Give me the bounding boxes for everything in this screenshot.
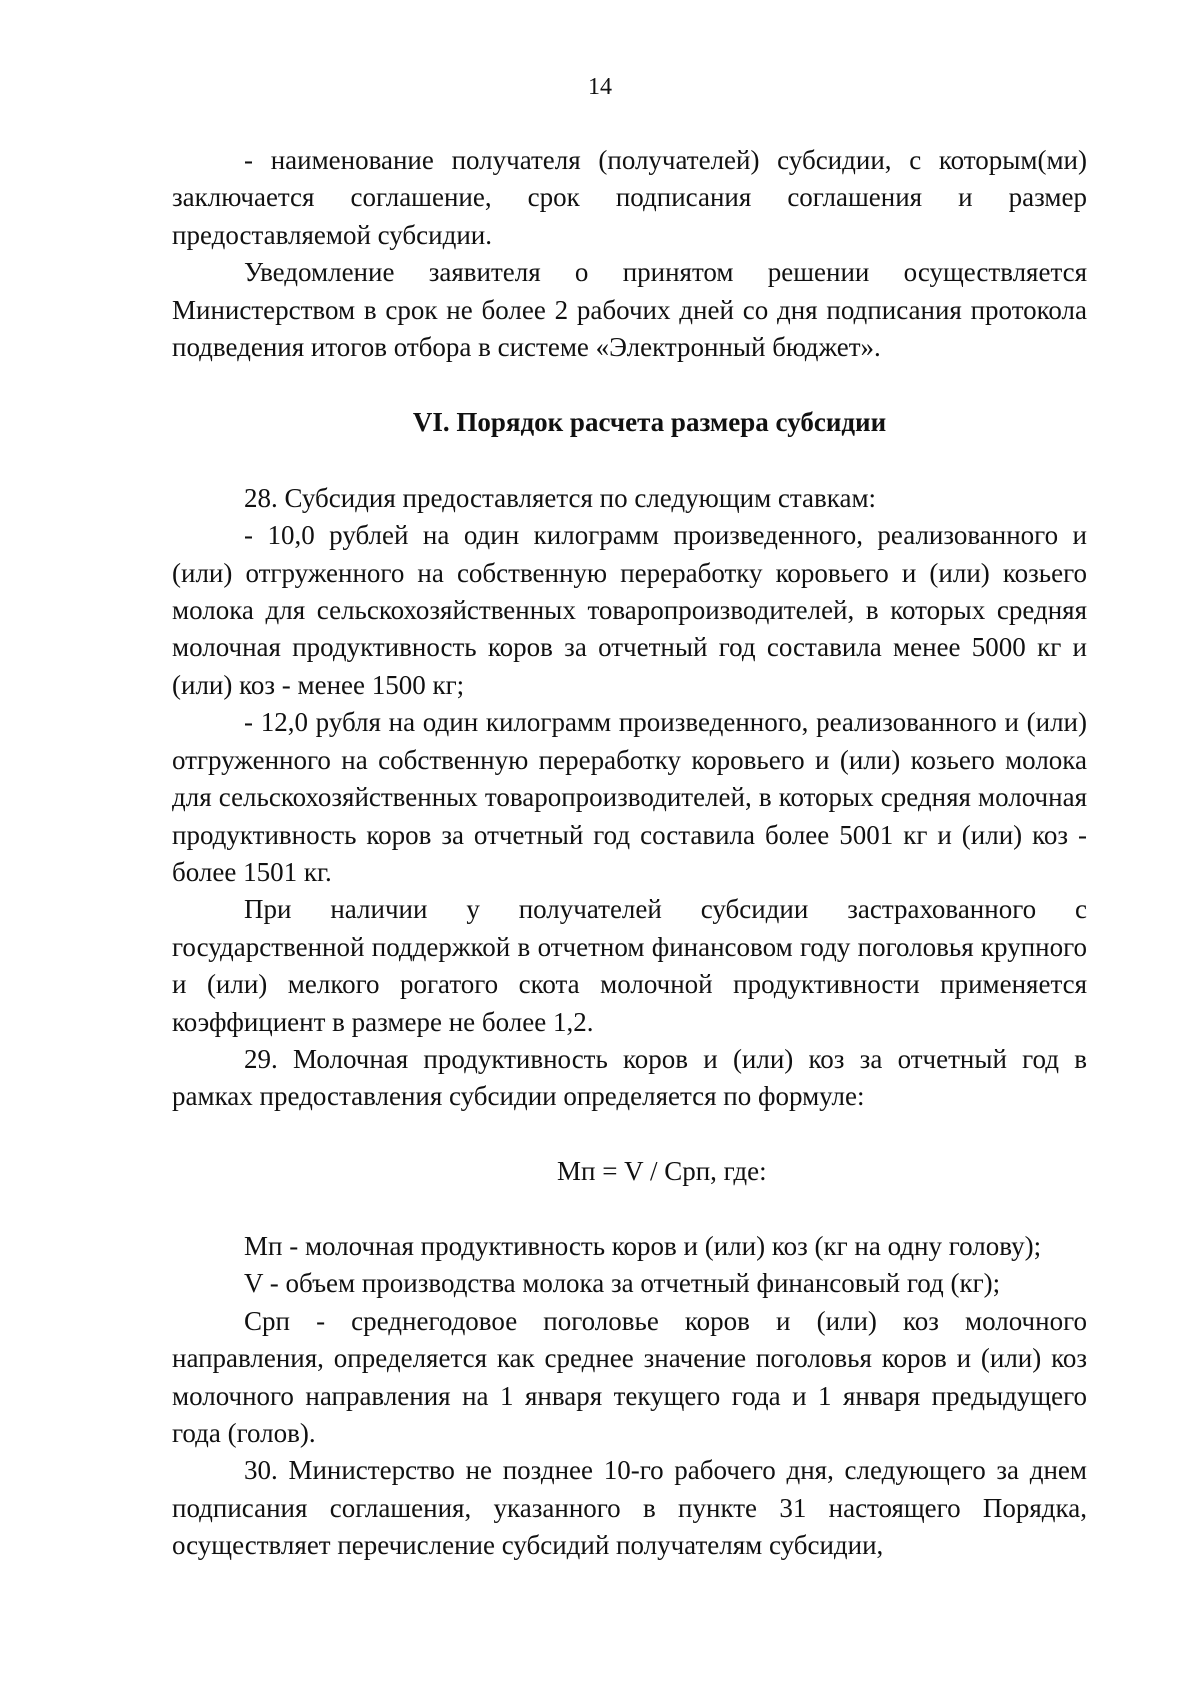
spacer bbox=[172, 442, 1087, 480]
paragraph-recipient-name: - наименование получателя (получателей) субсидии, с которым(ми) заключается соглашение, срок подписания соглашения и размер предоставляемой субсидии. bbox=[172, 145, 1087, 250]
spacer bbox=[172, 366, 1087, 404]
spacer bbox=[172, 1191, 1087, 1228]
definition-v: V - объем производства молока за отчетный финансовый год (кг); bbox=[244, 1268, 1001, 1299]
section-heading: VI. Порядок расчета размера субсидии bbox=[412, 407, 887, 438]
definition-mp: Мп - молочная продуктивность коров и (или) коз (кг на одну голову); bbox=[244, 1230, 1042, 1261]
definition-srp: Срп - среднегодовое поголовье коров и (или) коз молочного направления, определяется как среднее значение поголовья коров и (или) коз молочного направления на 1 января текущего года и 1 января предыдущего года (голов). bbox=[172, 1305, 1087, 1448]
formula: Мп = V / Срп, где: bbox=[557, 1156, 767, 1187]
spacer bbox=[172, 1116, 1087, 1153]
paragraph-29-productivity: 29. Молочная продуктивность коров и (или) коз за отчетный год в рамках предоставления субсидии определяется по формуле: bbox=[172, 1043, 1087, 1112]
paragraph-rate-12: - 12,0 рубля на один килограмм произведенного, реализованного и (или) отгруженного на собственную переработку коровьего и (или) козьего молока для сельскохозяйственных товаропроизводителей, в которых средняя молочная продуктивность коров за отчетный год составила более 5001 кг и (или) коз - более 1501 кг. bbox=[172, 707, 1087, 887]
paragraph-30-transfer: 30. Министерство не позднее 10-го рабочего дня, следующего за днем подписания соглашения, указанного в пункте 31 настоящего Порядка, осуществляет перечисление субсидий получателям субсидии, bbox=[172, 1455, 1087, 1561]
paragraph-insurance-coefficient: При наличии у получателей субсидии застрахованного с государственной поддержкой в отчетном финансовом году поголовья крупного и (или) мелкого рогатого скота молочной продуктивности применяется коэффициент в размере не более 1,2. bbox=[172, 894, 1087, 1037]
paragraph-28-intro: 28. Субсидия предоставляется по следующим ставкам: bbox=[244, 482, 877, 513]
page-number: 14 bbox=[588, 74, 612, 100]
paragraph-rate-10: - 10,0 рублей на один килограмм произведенного, реализованного и (или) отгруженного на собственную переработку коровьего и (или) козьего молока для сельскохозяйственных товаропроизводителей, в которых средняя молочная продуктивность коров за отчетный год составила менее 5000 кг и (или) коз - менее 1500 кг; bbox=[172, 520, 1087, 700]
paragraph-notification: Уведомление заявителя о принятом решении осуществляется Министерством в срок не более 2 рабочих дней со дня подписания протокола подведения итогов отбора в системе «Электронный бюджет». bbox=[172, 257, 1087, 363]
document-body bbox=[172, 142, 1087, 1565]
